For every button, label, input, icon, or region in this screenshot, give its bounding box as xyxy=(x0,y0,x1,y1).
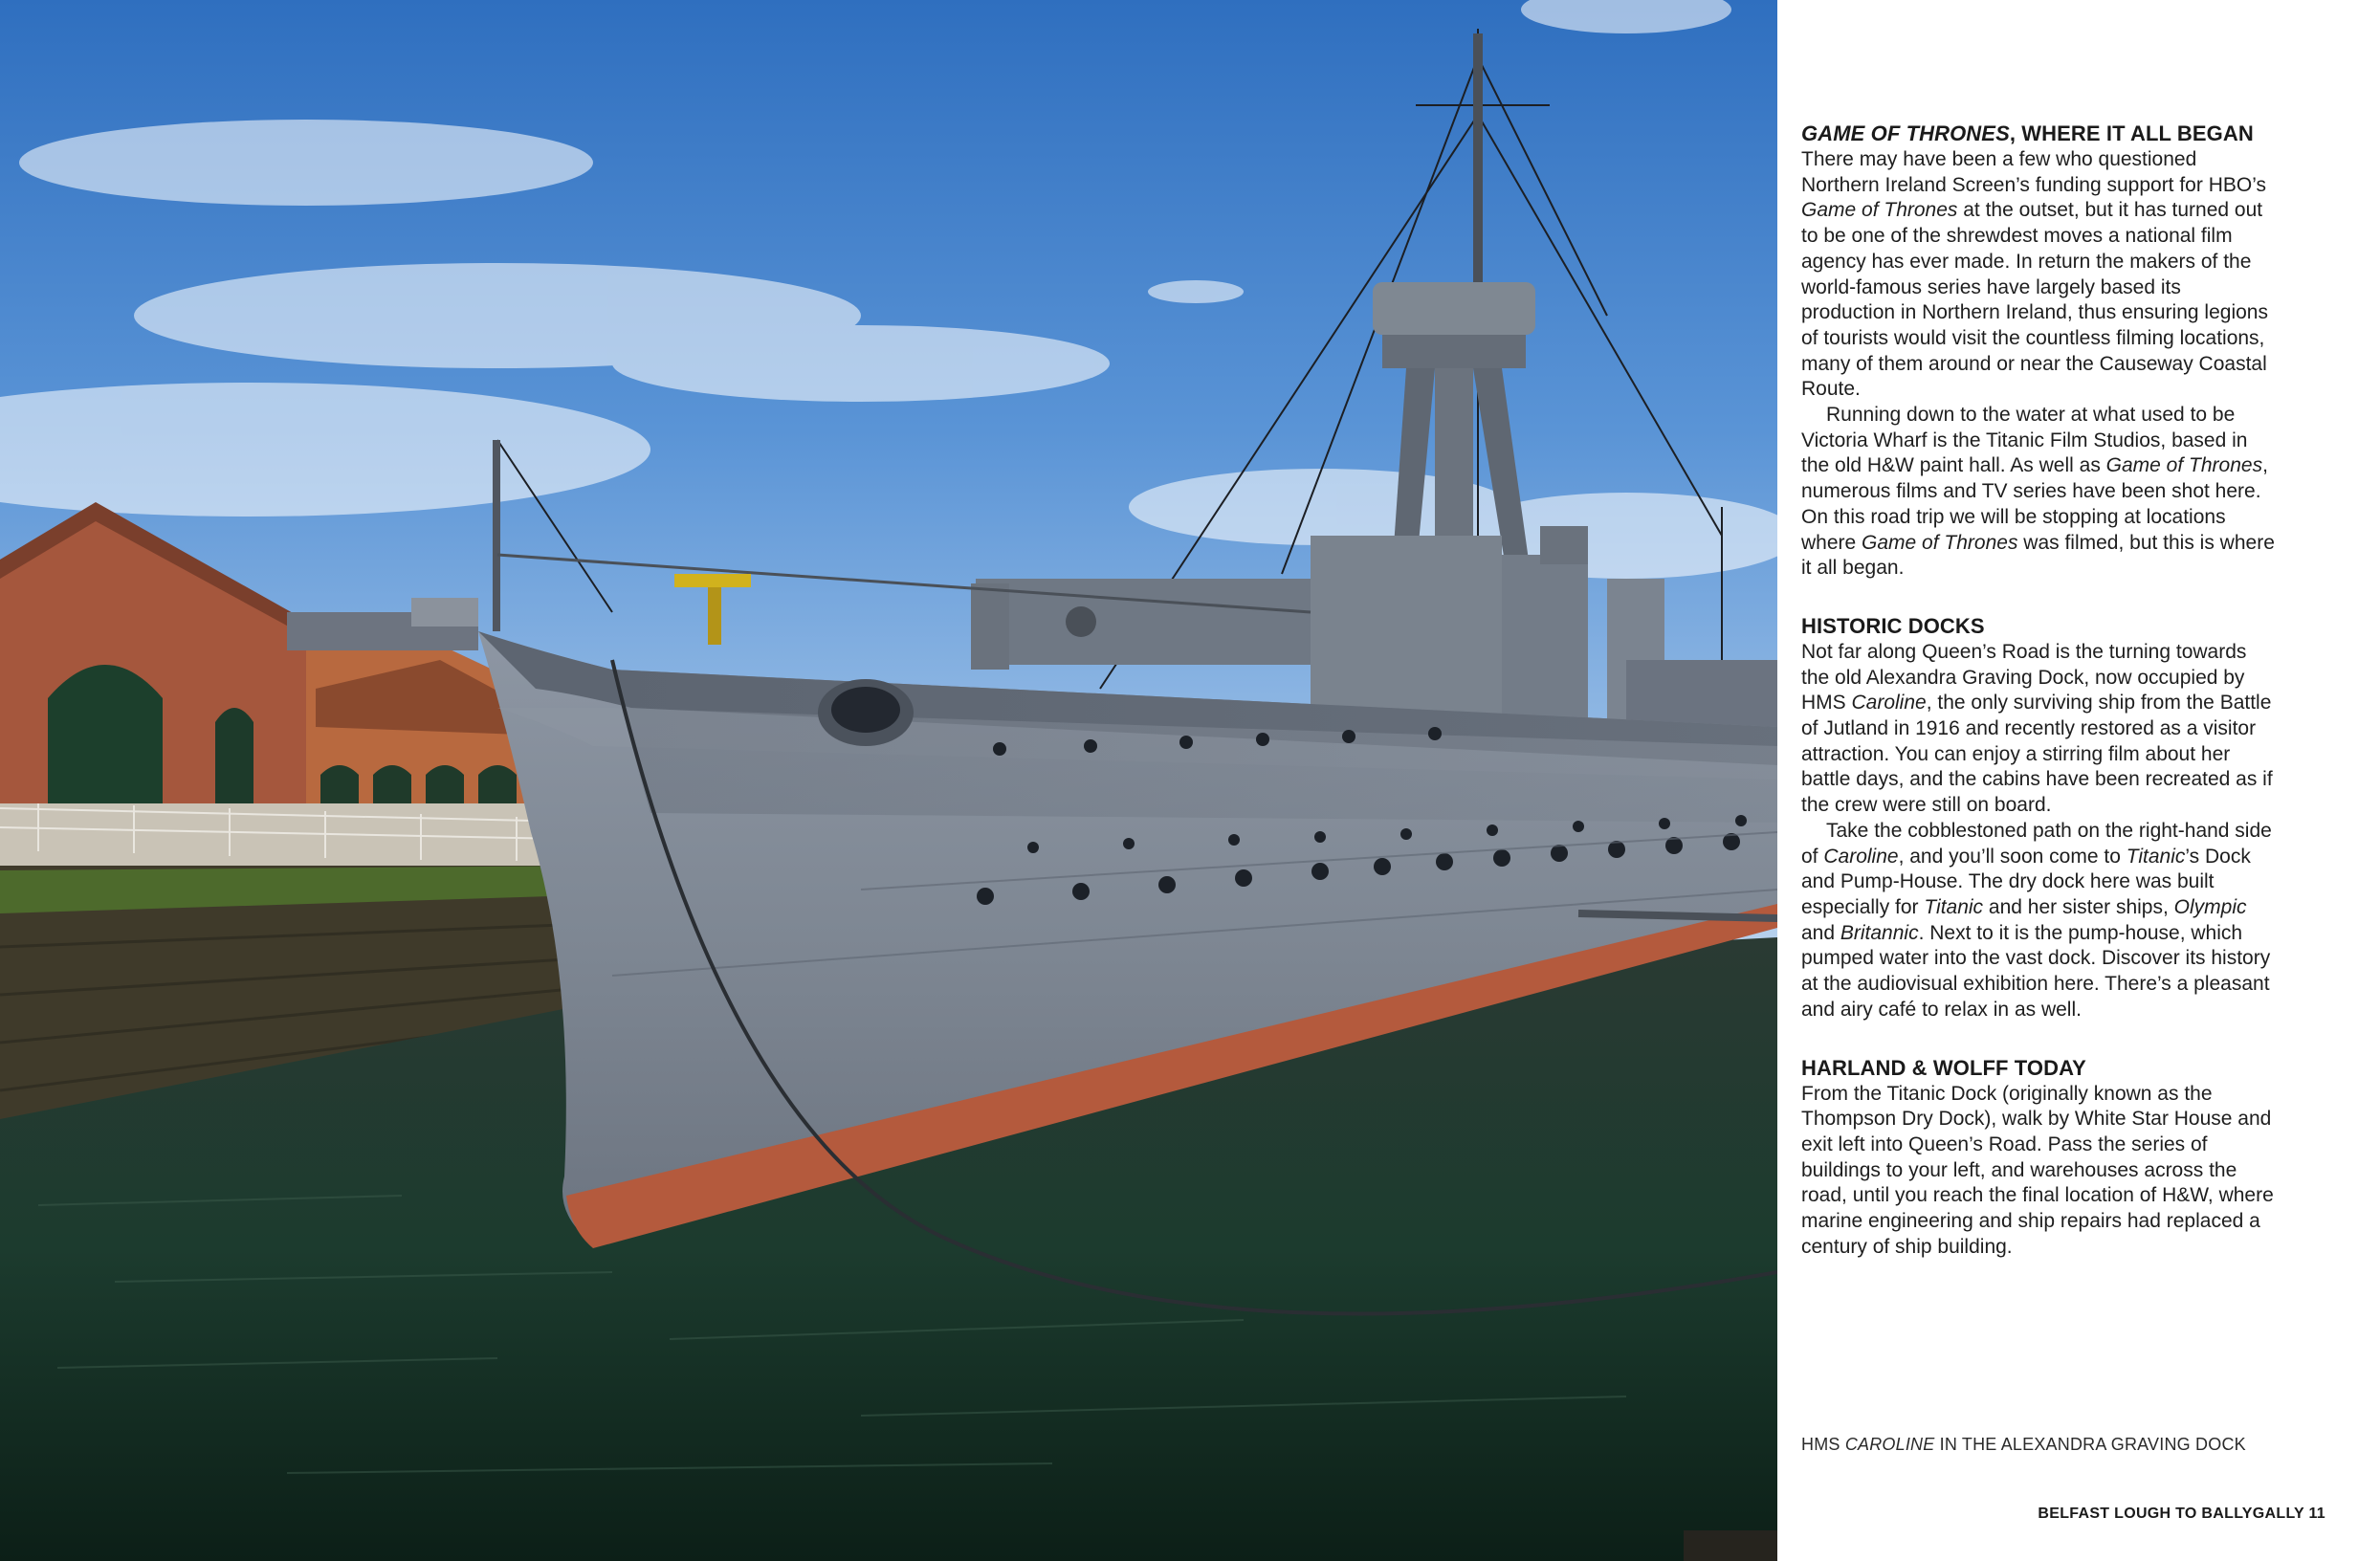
quay xyxy=(0,803,612,870)
caption-text: IN THE ALEXANDRA GRAVING DOCK xyxy=(1934,1435,2246,1454)
text-run-italic: Titanic xyxy=(2126,845,2186,868)
text-run: , the only surviving ship from the Battle of Jutland in 1916 and recently restored as a visitor attraction. You can enjoy a stirring film about her battle days, and the cabins have been recreated as if the crew were still on board. xyxy=(1801,692,2273,817)
text-run-italic: Game of Thrones xyxy=(1801,199,1958,222)
heading-emphasis: GAME OF THRONES xyxy=(1801,121,2010,145)
text-run: From the Titanic Dock (originally known as the Thompson Dry Dock), walk by White Star House and exit left into Queen’s Road. Pass the series of buildings to your left, and warehouses across the road, until you reach the final location of H&W, where marine engineering and ship repairs had replaced a century of ship building. xyxy=(1801,1082,2274,1258)
text-run: at the outset, but it has turned out to be one of the shrewdest moves a national film agency has ever made. In return the makers of the world-famous series have largely based its production in Northern Ireland, thus ensuring legions of tourists would visit the countless filming locations, many of them around or near the Causeway Coastal Route. xyxy=(1801,199,2268,401)
photo-caption xyxy=(1801,1435,2337,1455)
paragraph xyxy=(1801,640,2280,819)
paragraph xyxy=(1801,403,2280,582)
text-run-italic: Caroline xyxy=(1851,692,1927,715)
text-run-italic: Caroline xyxy=(1823,845,1899,868)
section-historic-docks xyxy=(1801,613,2280,1023)
caption-text: HMS xyxy=(1801,1435,1845,1454)
text-run: , and you’ll soon come to xyxy=(1898,845,2127,868)
text-run: There may have been a few who questioned Northern Ireland Screen’s funding support for HBO’s xyxy=(1801,148,2266,196)
text-run-italic: Game of Thrones xyxy=(1862,531,2018,554)
paragraph xyxy=(1801,1082,2280,1261)
section-harland-wolff xyxy=(1801,1055,2280,1261)
section-heading: HISTORIC DOCKS xyxy=(1801,613,1985,638)
paragraph xyxy=(1801,819,2280,1023)
text-run: was filmed, but this is where it all began. xyxy=(1801,531,2275,580)
text-run-italic: Game of Thrones xyxy=(2105,454,2263,477)
text-run: . Next to it is the pump-house, which pumped water into the vast dock. Discover its history at the audiovisual exhibition here. There’s a pleasant and airy café to relax in as well. xyxy=(1801,921,2271,1021)
section-heading xyxy=(1801,121,2280,147)
text-run: Running down to the water at what used to be Victoria Wharf is the Titanic Film Studios, based in the old H&W paint hall. As well as xyxy=(1801,404,2248,477)
text-run: Not far along Queen’s Road is the turning towards the old Alexandra Graving Dock, now occupied by HMS xyxy=(1801,640,2247,715)
paragraph xyxy=(1801,147,2280,403)
text-run: ’s Dock and Pump-House. The dry dock here was built especially for xyxy=(1801,845,2251,918)
text-run-italic: Olympic xyxy=(2173,895,2247,918)
section-game-of-thrones xyxy=(1801,121,2280,582)
text-run-italic: Britannic xyxy=(1840,921,1919,944)
article-column xyxy=(1801,121,2280,1291)
text-run: and xyxy=(1801,921,1840,944)
text-run: , numerous films and TV series have been shot here. On this road trip we will be stopping at locations where xyxy=(1801,454,2268,554)
caption-italic: CAROLINE xyxy=(1844,1435,1935,1454)
page-folio: BELFAST LOUGH TO BALLYGALLY 11 xyxy=(2038,1506,2325,1522)
section-heading: HARLAND & WOLFF TODAY xyxy=(1801,1055,2086,1080)
text-run-italic: Titanic xyxy=(1924,895,1984,918)
text-run: and her sister ships, xyxy=(1983,895,2174,918)
text-run: Take the cobblestoned path on the right-hand side of xyxy=(1801,819,2272,868)
heading-rest: , WHERE IT ALL BEGAN xyxy=(2009,121,2254,145)
